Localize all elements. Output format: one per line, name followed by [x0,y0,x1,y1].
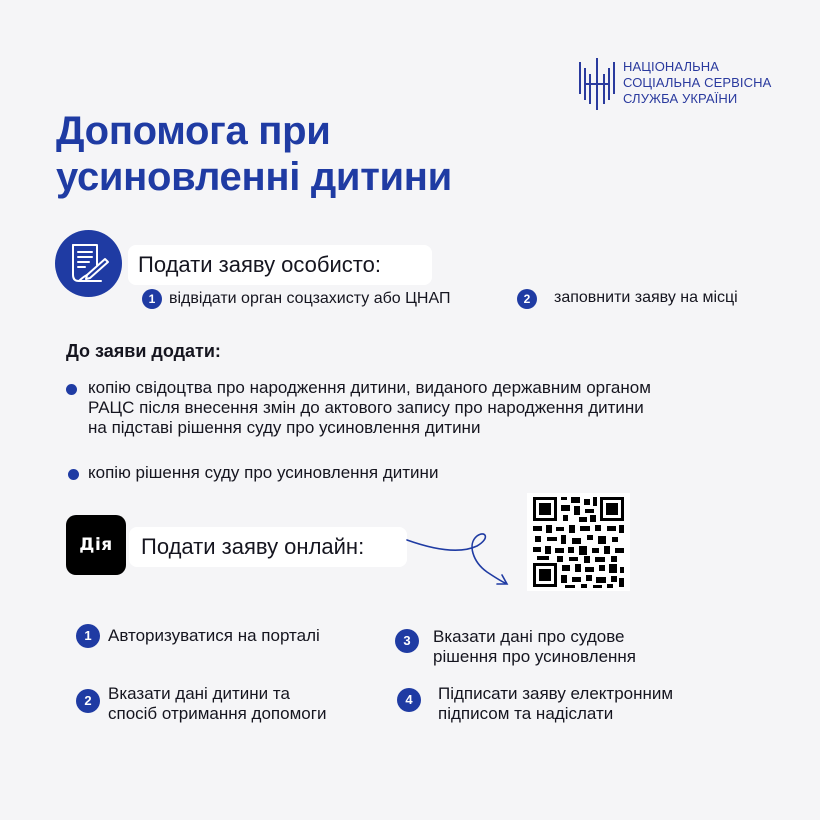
personal-step-1: відвідати орган соцзахисту або ЦНАП [169,290,451,307]
attach-heading: До заяви додати: [66,341,221,361]
online-step-4-line-2: підписом та надіслати [438,704,614,723]
online-step-number-2: 2 [76,689,100,713]
attach-item-1-line-1: копію свідоцтва про народження дитини, виданого державним органом [88,378,651,397]
title-line-1: Допомога при [56,109,331,153]
logo-line-3: СЛУЖБА УКРАЇНИ [623,91,738,106]
title-line-2: усиновленні дитини [56,155,452,199]
online-step-number-1: 1 [76,624,100,648]
attach-item-2-line-1: копію рішення суду про усиновлення дитини [88,463,439,482]
online-step-3-line-2: рішення про усиновлення [433,647,637,666]
online-step-number-4: 4 [397,688,421,712]
logo-text [623,59,771,107]
logo-line-2: СОЦІАЛЬНА СЕРВІСНА [623,75,772,90]
nsss-logo [577,54,771,112]
personal-step-2: заповнити заяву на місці [554,289,738,306]
step-number-2: 2 [517,289,537,309]
personal-heading: Подати заяву особисто: [128,245,432,285]
document-pen-icon [67,241,111,285]
online-step-2-line-1: Вказати дані дитини та [108,684,290,703]
online-step-3-line-1: Вказати дані про судове [433,627,625,646]
attach-item-1-line-3: на підставі рішення суду про усиновлення дитини [88,418,481,437]
bullet-dot [66,384,77,395]
trident-icon [577,54,617,112]
step-number-1: 1 [142,289,162,309]
attach-item-1-line-2: РАЦС після внесення змін до актового запису про народження дитини [88,398,644,417]
online-step-number-3: 3 [395,629,419,653]
online-heading: Подати заяву онлайн: [129,527,407,567]
diia-app-icon: Дія [66,515,126,575]
document-icon-circle [55,230,122,297]
logo-line-1: НАЦІОНАЛЬНА [623,59,719,74]
online-step-4-line-1: Підписати заяву електронним [438,684,674,703]
qr-code[interactable] [527,493,630,591]
online-step-1-line-1: Авторизуватися на порталі [108,626,320,645]
curved-arrow-icon [405,528,515,590]
page-title [56,108,452,200]
bullet-dot [68,469,79,480]
online-step-2-line-2: спосіб отримання допомоги [108,704,327,723]
